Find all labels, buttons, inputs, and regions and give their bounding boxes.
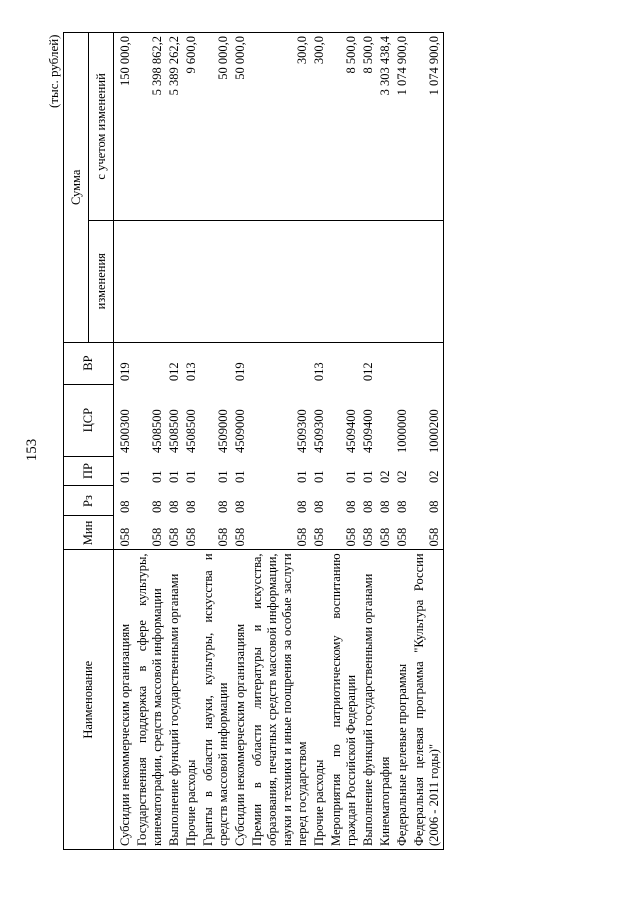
cell-rz: 08 — [295, 500, 309, 513]
cell-changes — [114, 220, 135, 342]
cell-name: Премии в области литературы и искусства, образования, печатных средств массовой информации, науки и техники и иные поощрения за особые заслуги перед государством — [249, 550, 311, 850]
cell-name: Мероприятия по патриотическому воспитанию граждан Российской Федерации — [328, 550, 360, 850]
cell-vr: 019 — [233, 362, 247, 382]
table-row — [311, 33, 328, 850]
cell-min: 058 — [295, 527, 309, 547]
table-row — [411, 33, 444, 850]
cell-changes — [166, 220, 183, 342]
cell-changes — [249, 220, 311, 342]
table-row — [360, 33, 377, 850]
cell-name: Прочие расходы — [183, 550, 200, 850]
cell-min: 058 — [395, 527, 409, 547]
header-name: Наименование — [64, 550, 114, 850]
cell-min: 058 — [118, 527, 132, 547]
cell-min: 058 — [378, 527, 392, 547]
cell-vr: 013 — [312, 362, 326, 382]
cell-total: 50 000,0 — [232, 33, 249, 221]
cell-min: 058 — [184, 527, 198, 547]
cell-name: Выполнение функций государственными органами — [360, 550, 377, 850]
cell-pr: 01 — [295, 470, 309, 483]
cell-vr: 013 — [184, 362, 198, 382]
cell-changes — [328, 220, 360, 342]
cell-total: 1 074 900,0 — [394, 33, 411, 221]
cell-min: 058 — [167, 527, 181, 547]
header-vr: ВР — [64, 342, 114, 384]
cell-changes — [134, 220, 166, 342]
cell-rz: 08 — [378, 500, 392, 513]
header-summa: Сумма — [64, 33, 89, 343]
cell-csr — [377, 384, 394, 456]
cell-min: 058 — [344, 527, 358, 547]
header-min: Мин — [64, 516, 114, 550]
cell-name: Кинематография — [377, 550, 394, 850]
cell-changes — [183, 220, 200, 342]
table-row — [200, 33, 232, 850]
cell-pr: 01 — [361, 470, 375, 483]
header-changes: изменения — [89, 220, 114, 342]
page-number: 153 — [24, 438, 40, 462]
cell-csr: 4509000 — [233, 409, 247, 454]
table-row — [134, 33, 166, 850]
cell-rz: 08 — [150, 500, 164, 513]
cell-pr: 01 — [216, 470, 230, 483]
cell-csr: 4500300 — [118, 409, 132, 454]
cell-changes — [377, 220, 394, 342]
cell-csr: 1000200 — [411, 384, 444, 456]
cell-csr: 4508500 — [167, 409, 181, 454]
cell-vr — [134, 342, 166, 384]
cell-vr — [200, 342, 232, 384]
cell-rz: 08 — [395, 500, 409, 513]
cell-vr — [249, 342, 311, 384]
cell-total: 1 074 900,0 — [411, 33, 444, 221]
cell-csr: 4509400 — [361, 409, 375, 454]
cell-min: 058 — [233, 527, 247, 547]
table-row — [232, 33, 249, 850]
cell-changes — [200, 220, 232, 342]
cell-pr: 02 — [411, 456, 444, 486]
cell-total: 5 389 262,2 — [166, 33, 183, 221]
header-csr: ЦСР — [64, 384, 114, 456]
table-row — [377, 33, 394, 850]
header-with-changes: с учетом изменений — [89, 33, 114, 221]
cell-pr: 01 — [233, 470, 247, 483]
cell-rz: 08 — [233, 500, 247, 513]
cell-rz: 08 — [184, 500, 198, 513]
cell-total: 8 500,0 — [360, 33, 377, 221]
cell-name: Субсидии некоммерческим организациям — [232, 550, 249, 850]
cell-pr: 01 — [167, 470, 181, 483]
cell-rz: 08 — [167, 500, 181, 513]
cell-pr: 02 — [378, 470, 392, 483]
cell-csr: 4509300 — [312, 409, 326, 454]
cell-min: 058 — [312, 527, 326, 547]
cell-pr: 01 — [150, 470, 164, 483]
cell-csr: 4509300 — [295, 409, 309, 454]
cell-vr — [377, 342, 394, 384]
table-body — [114, 33, 444, 850]
cell-name: Федеральные целевые программы — [394, 550, 411, 850]
table-row — [183, 33, 200, 850]
cell-total: 300,0 — [311, 33, 328, 221]
cell-min: 058 — [361, 527, 375, 547]
cell-name: Государственная поддержка в сфере культуры, кинематографии, средств массовой информации — [134, 550, 166, 850]
cell-min: 058 — [216, 527, 230, 547]
cell-pr: 01 — [184, 470, 198, 483]
cell-pr: 02 — [395, 470, 409, 483]
table-row — [114, 33, 135, 850]
cell-changes — [311, 220, 328, 342]
cell-total: 150 000,0 — [114, 33, 135, 221]
cell-total: 9 600,0 — [183, 33, 200, 221]
cell-total: 5 398 862,2 — [134, 33, 166, 221]
header-rz: Рз — [64, 486, 114, 516]
cell-vr: 019 — [118, 362, 132, 382]
cell-changes — [411, 220, 444, 342]
cell-csr: 4509400 — [344, 409, 358, 454]
cell-vr: 012 — [167, 362, 181, 382]
cell-rz: 08 — [216, 500, 230, 513]
cell-total: 300,0 — [249, 33, 311, 221]
cell-rz: 08 — [411, 486, 444, 516]
table-row — [328, 33, 360, 850]
cell-vr — [328, 342, 360, 384]
cell-name: Прочие расходы — [311, 550, 328, 850]
budget-table — [63, 32, 444, 850]
table-row — [166, 33, 183, 850]
units-label: (тыс. рублей) — [46, 34, 61, 108]
cell-changes — [394, 220, 411, 342]
cell-csr: 4509000 — [216, 409, 230, 454]
cell-vr: 012 — [361, 362, 375, 382]
cell-vr — [394, 342, 411, 384]
cell-name: Субсидии некоммерческим организациям — [114, 550, 135, 850]
cell-min: 058 — [150, 527, 164, 547]
cell-name: Федеральная целевая программа "Культура России (2006 - 2011 годы)" — [411, 550, 444, 850]
cell-csr: 1000000 — [395, 409, 409, 454]
cell-total: 8 500,0 — [328, 33, 360, 221]
cell-pr: 01 — [118, 470, 132, 483]
cell-rz: 08 — [361, 500, 375, 513]
cell-rz: 08 — [312, 500, 326, 513]
table-row — [249, 33, 311, 850]
cell-name: Выполнение функций государственными органами — [166, 550, 183, 850]
cell-changes — [232, 220, 249, 342]
cell-pr: 01 — [344, 470, 358, 483]
cell-total: 3 303 438,4 — [377, 33, 394, 221]
cell-csr: 4508500 — [184, 409, 198, 454]
cell-min: 058 — [411, 516, 444, 550]
cell-name: Гранты в области науки, культуры, искусства и средств массовой информации — [200, 550, 232, 850]
cell-csr: 4508500 — [150, 409, 164, 454]
table-row — [394, 33, 411, 850]
cell-rz: 08 — [344, 500, 358, 513]
header-pr: ПР — [64, 456, 114, 486]
cell-vr — [411, 342, 444, 384]
cell-total: 50 000,0 — [200, 33, 232, 221]
cell-pr: 01 — [312, 470, 326, 483]
cell-changes — [360, 220, 377, 342]
cell-rz: 08 — [118, 500, 132, 513]
